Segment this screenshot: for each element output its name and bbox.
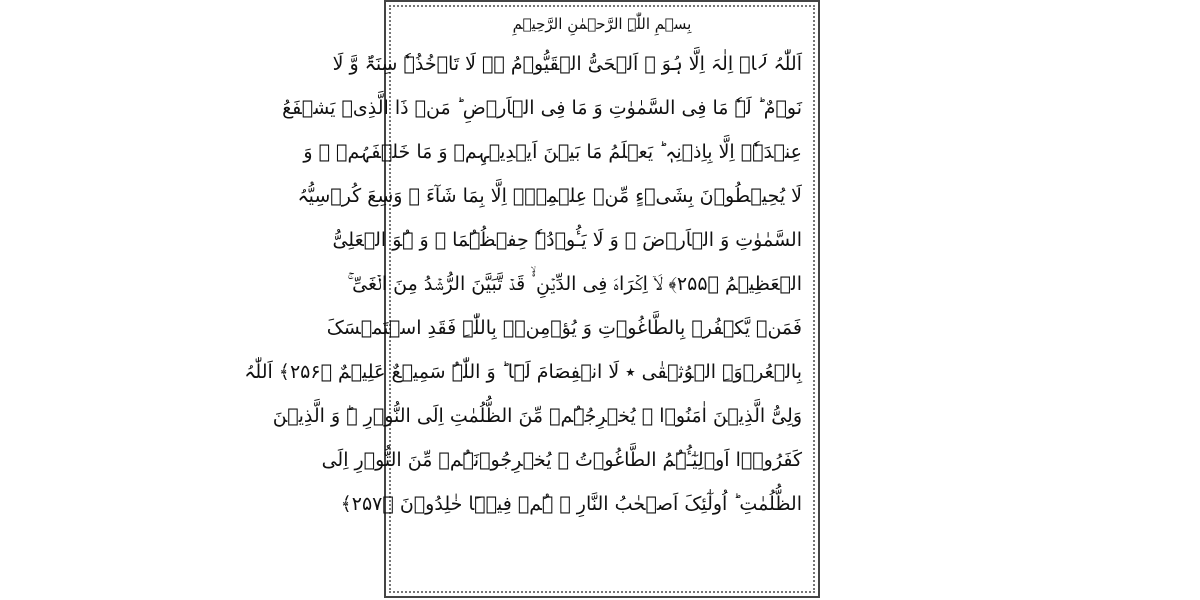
- verse-line-1: اَللّٰہُ لَاۤ اِلٰہَ اِلَّا ہُوَ ۚ اَلۡحَیُّ الۡقَیُّوۡمُ ۬ۚ لَا تَاۡخُذُہٗ سِنَۃٌ وَّ لَا: [332, 53, 802, 75]
- verse-line-4: لَا یُحِیۡطُوۡنَ بِشَیۡءٍ مِّنۡ عِلۡمِہٖۤ اِلَّا بِمَا شَآءَ ۚ وَسِعَ کُرۡسِیُّہُ: [297, 185, 802, 207]
- page-content: [244, 8, 802, 590]
- verse-line-10: کَفَرُوۡۤا اَوۡلِیٰٓـُٔہُمُ الطَّاغُوۡتُ ۙ یُخۡرِجُوۡنَہُمۡ مِّنَ النُّوۡرِ اِلَی: [321, 449, 802, 471]
- verse-line-6: الۡعَظِیۡمُ ﴿۲۵۵﴾ لَاۤ اِکۡرَاہَ فِی الدِّیۡنِ ۟ۙ قَدۡ تَّبَیَّنَ الرُّشۡدُ مِنَ الۡغَیِّ ۚ: [347, 273, 802, 295]
- verse-line-11: الظُّلُمٰتِ ؕ اُولٰٓئِکَ اَصۡحٰبُ النَّارِ ۚ ہُمۡ فِیۡہَا خٰلِدُوۡنَ ﴿۲۵۷﴾: [340, 493, 802, 515]
- quran-page: [244, 0, 820, 598]
- verse-line-7: فَمَنۡ یَّکۡفُرۡ بِالطَّاغُوۡتِ وَ یُؤۡمِنۡۢ بِاللّٰہِ فَقَدِ اسۡتَمۡسَکَ: [326, 317, 802, 339]
- verse-line-9: وَلِیُّ الَّذِیۡنَ اٰمَنُوۡا ۙ یُخۡرِجُہُمۡ مِّنَ الظُّلُمٰتِ اِلَی النُّوۡرِ ۬ؕ وَ الَّذِیۡنَ: [272, 405, 802, 427]
- verse-line-3: عِنۡدَہٗۤ اِلَّا بِاِذۡنِہٖ ؕ یَعۡلَمُ مَا بَیۡنَ اَیۡدِیۡہِمۡ وَ مَا خَلۡفَہُمۡ ۚ وَ: [303, 141, 802, 163]
- verse-line-8: بِالۡعُرۡوَۃِ الۡوُثۡقٰی ٭ لَا انۡفِصَامَ لَہَا ؕ وَ اللّٰہُ سَمِیۡعٌ عَلِیۡمٌ ﴿۲۵۶﴾ اَللّٰہُ: [244, 361, 802, 383]
- verse-line-2: نَوۡمٌ ؕ لَہٗ مَا فِی السَّمٰوٰتِ وَ مَا فِی الۡاَرۡضِ ؕ مَنۡ ذَا الَّذِیۡ یَشۡفَعُ: [282, 97, 802, 119]
- verse-line-5: السَّمٰوٰتِ وَ الۡاَرۡضَ ۚ وَ لَا یَـُٔوۡدُہٗ حِفۡظُہُمَا ۚ وَ ہُوَ الۡعَلِیُّ: [332, 229, 802, 251]
- bismillah-heading: بِسۡمِ اللّٰہِ الرَّحۡمٰنِ الرَّحِیۡمِ: [512, 15, 692, 33]
